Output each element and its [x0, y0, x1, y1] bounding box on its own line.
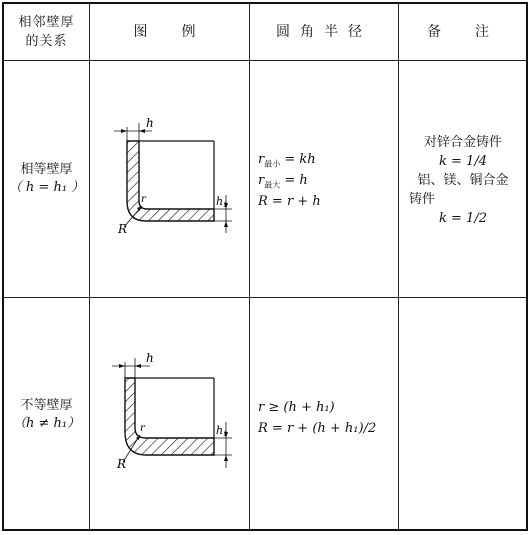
formula-R: R = r + h — [258, 194, 321, 209]
row2-figure — [90, 298, 249, 531]
row1-note — [399, 61, 527, 297]
note-line2: k = 1/4 — [439, 154, 487, 169]
header-radius: 圆角半径 — [276, 24, 372, 40]
formula-rmin: $r_{最小}$ = kh — [258, 152, 316, 169]
row2-relation-line1: 不等壁厚 — [20, 397, 73, 413]
formula-rmax: $r_{最大} = h$ — [258, 173, 308, 190]
header-note: 备 注 — [427, 24, 499, 40]
label-r: r — [140, 423, 145, 434]
row1-relation-line1: 相等壁厚 — [20, 162, 73, 177]
table — [2, 2, 528, 531]
note-line5: k = 1/2 — [439, 211, 487, 226]
row1-figure — [90, 61, 249, 297]
header-figure: 图 例 — [133, 24, 206, 40]
label-R: R — [117, 457, 127, 471]
formula-r-min: r ≥ (h + h₁) — [258, 400, 335, 415]
label-h: h — [146, 351, 154, 365]
label-r: r — [141, 194, 146, 205]
label-R: R — [118, 222, 128, 236]
row2-relation — [4, 298, 89, 531]
note-line1: 对锌合金铸件 — [423, 135, 502, 150]
header-relation-line1: 相邻壁厚 — [18, 15, 75, 30]
equal-wall-corner-drawing — [90, 61, 249, 297]
row2-note — [399, 298, 527, 531]
label-h1: h1 — [216, 195, 228, 209]
note-line3: 铝、镁、铜合金 — [417, 173, 509, 188]
row2-formula — [250, 298, 398, 531]
header-relation — [4, 4, 89, 60]
row1-relation-line2: （ h = h₁ ） — [8, 180, 85, 195]
note-line4: 铸件 — [409, 192, 436, 207]
row1-formula — [250, 61, 398, 297]
row2-relation-line2: （h ≠ h₁） — [12, 415, 81, 431]
header-relation-line2: 的关系 — [25, 34, 68, 49]
label-h1: h1 — [216, 424, 228, 438]
formula-R: R = r + (h + h₁)/2 — [258, 421, 377, 436]
row1-relation — [4, 61, 89, 297]
label-h: h — [146, 116, 154, 130]
wall-section — [125, 378, 214, 455]
unequal-wall-corner-drawing — [90, 298, 249, 531]
